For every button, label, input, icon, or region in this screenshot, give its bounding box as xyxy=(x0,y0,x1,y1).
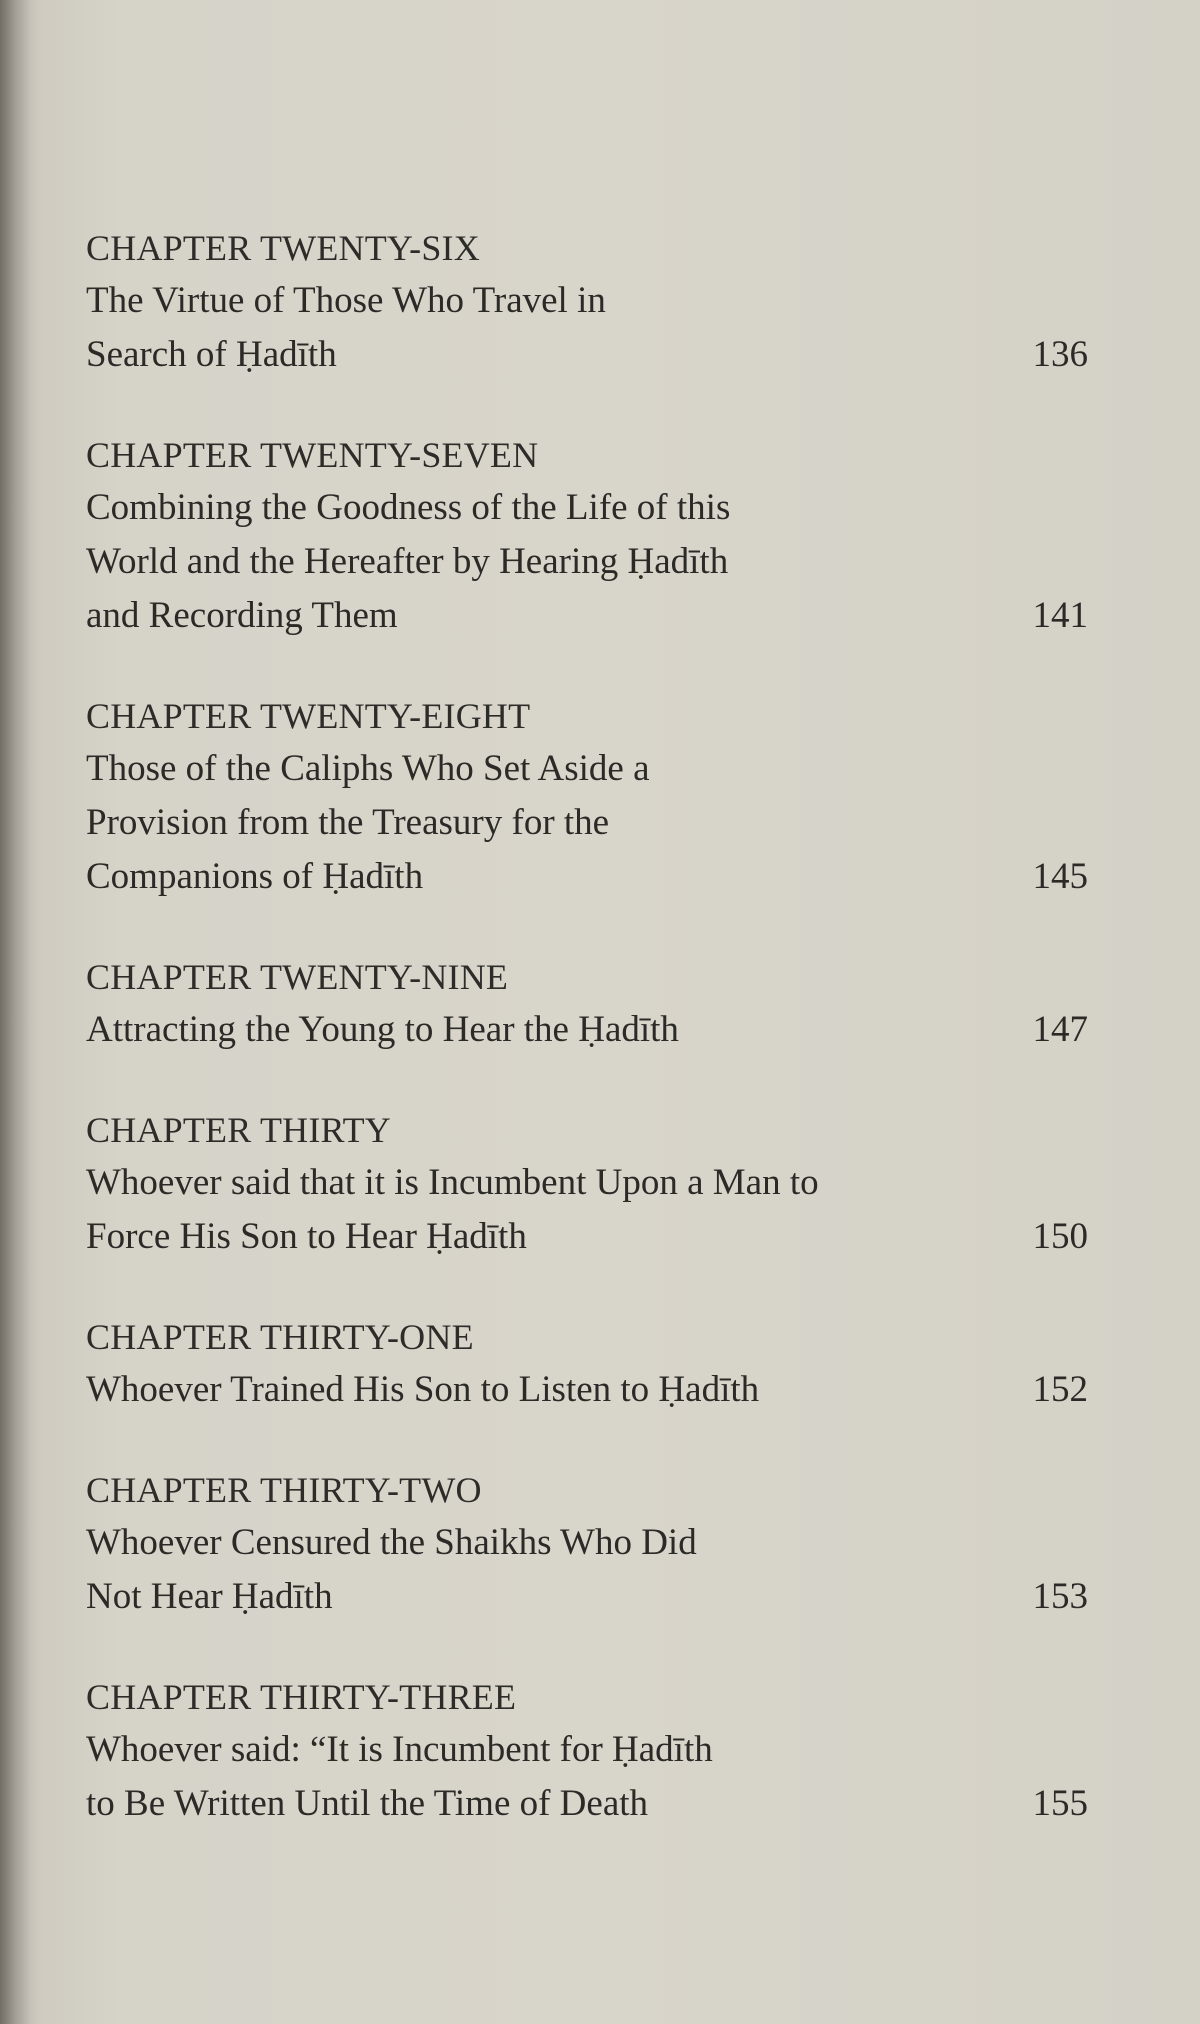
toc-entry xyxy=(86,429,1086,643)
chapter-heading: CHAPTER TWENTY-SEVEN xyxy=(86,435,539,475)
chapter-title-line: Companions of Ḥadīth xyxy=(86,856,424,897)
chapter-title-line: World and the Hereafter by Hearing Ḥadīth xyxy=(86,541,729,582)
toc-entry xyxy=(86,1104,1086,1264)
chapter-title-line: Attracting the Young to Hear the Ḥadīth xyxy=(86,1009,679,1050)
page-number: 145 xyxy=(1032,856,1088,897)
toc-entry xyxy=(86,690,1086,904)
page-number: 141 xyxy=(1032,595,1088,636)
chapter-title-line: Whoever Trained His Son to Listen to Ḥadīth xyxy=(86,1369,760,1410)
chapter-title-line: The Virtue of Those Who Travel in xyxy=(86,280,606,321)
page-number: 150 xyxy=(1032,1216,1088,1257)
chapter-title-line: and Recording Them xyxy=(86,595,398,636)
page-number: 152 xyxy=(1032,1369,1088,1410)
page-number: 155 xyxy=(1032,1783,1088,1824)
chapter-title-line: Those of the Caliphs Who Set Aside a xyxy=(86,748,650,789)
toc-entry xyxy=(86,1311,1086,1417)
page-number: 136 xyxy=(1032,334,1088,375)
chapter-title-line: to Be Written Until the Time of Death xyxy=(86,1783,649,1824)
chapter-heading: CHAPTER THIRTY-THREE xyxy=(86,1677,517,1717)
page-spine-shadow xyxy=(0,0,30,2024)
toc-entry xyxy=(86,222,1086,382)
chapter-heading: CHAPTER THIRTY-TWO xyxy=(86,1470,482,1510)
chapter-title-line: Whoever said that it is Incumbent Upon a Man to xyxy=(86,1162,819,1203)
page-number: 147 xyxy=(1032,1009,1088,1050)
chapter-heading: CHAPTER TWENTY-NINE xyxy=(86,957,509,997)
chapter-title-line: Whoever said: “It is Incumbent for Ḥadīth xyxy=(86,1729,713,1770)
chapter-title-line: Whoever Censured the Shaikhs Who Did xyxy=(86,1522,697,1563)
chapter-heading: CHAPTER THIRTY xyxy=(86,1110,391,1150)
chapter-heading: CHAPTER THIRTY-ONE xyxy=(86,1317,474,1357)
chapter-title-line: Not Hear Ḥadīth xyxy=(86,1576,333,1617)
table-of-contents xyxy=(86,222,1086,1878)
toc-entry xyxy=(86,951,1086,1057)
page-number: 153 xyxy=(1032,1576,1088,1617)
chapter-title-line: Force His Son to Hear Ḥadīth xyxy=(86,1216,527,1257)
chapter-title-line: Search of Ḥadīth xyxy=(86,334,337,375)
toc-entry xyxy=(86,1464,1086,1624)
chapter-heading: CHAPTER TWENTY-SIX xyxy=(86,228,480,268)
chapter-heading: CHAPTER TWENTY-EIGHT xyxy=(86,696,531,736)
chapter-title-line: Combining the Goodness of the Life of this xyxy=(86,487,731,528)
chapter-title-line: Provision from the Treasury for the xyxy=(86,802,610,843)
toc-entry xyxy=(86,1671,1086,1831)
